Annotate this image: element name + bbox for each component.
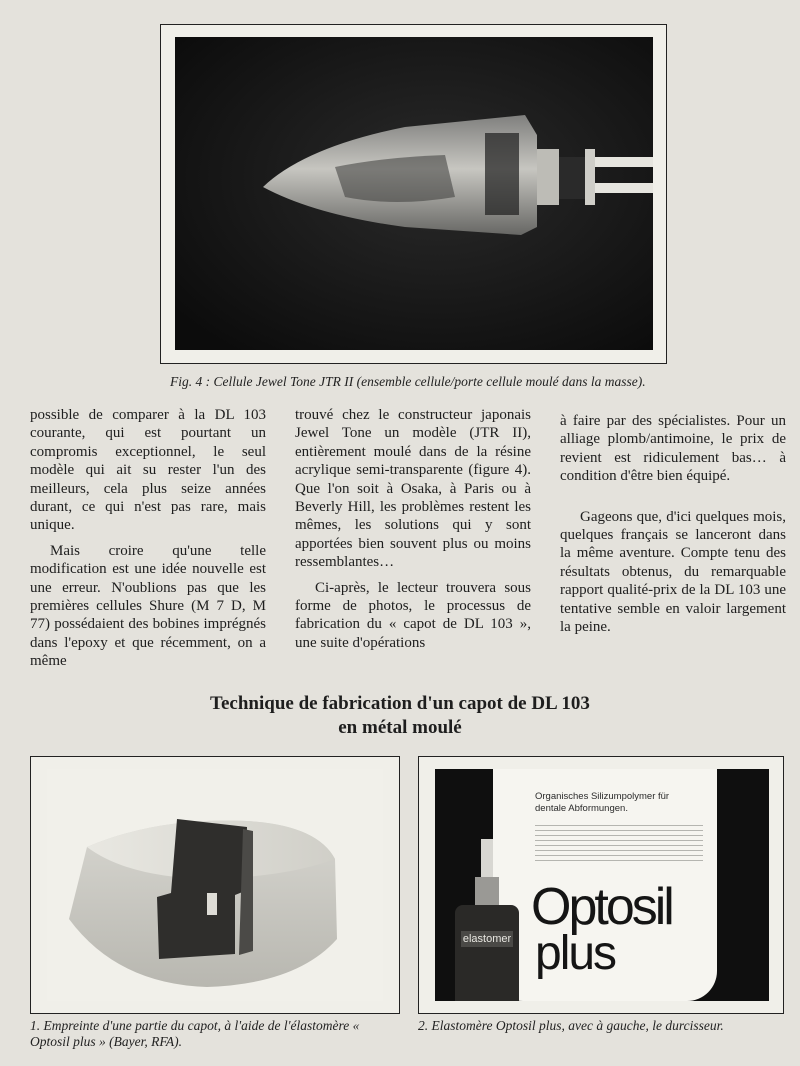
bottle-label: elastomer bbox=[462, 933, 512, 945]
jewel-tone-cartridge-image bbox=[175, 37, 653, 350]
col2-paragraph-2: Ci-après, le lecteur trouvera sous forme de photos, le processus de fabrication du « capot de DL 103 », une suite d'opérations bbox=[295, 579, 531, 651]
hardener-bottle bbox=[455, 839, 519, 1001]
col1-paragraph-1: possible de comparer à la DL 103 courante, qui est pourtant un compromis exceptionnel, le seul modèle qui ait su rester l'un des meilleurs, cela plus seize années durant, ce qui n'est pas rare, mais unique. bbox=[30, 407, 266, 534]
tub-label-line-1: Organisches Silizumpolymer für bbox=[535, 791, 670, 802]
bottle-body bbox=[455, 905, 519, 1001]
figure-4-frame bbox=[160, 24, 667, 364]
photo-1-image bbox=[47, 769, 383, 1001]
text-column-3 bbox=[560, 412, 786, 636]
bottle-cap bbox=[481, 839, 493, 879]
col2-paragraph-1: trouvé chez le constructeur japonais Jewel Tone un modèle (JTR II), entièrement moulé dans de la résine acrylique semi-transparente (figure 4). Que l'on soit à Osaka, à Paris ou à Beverly Hill, les problèmes restent les mêmes, les solutions qui y sont apportées bien souvent plus ou moins ressemblantes… bbox=[295, 407, 531, 571]
section-heading-line-2: en métal moulé bbox=[338, 717, 462, 738]
col1-paragraph-2: Mais croire qu'une telle modification est une idée nouvelle est une erreur. N'oublions pas que les premières cellules Shure (M 7 D, M 77) possédaient des bobines imprégnés dans l'epoxy et que récemment, on a même bbox=[30, 542, 266, 670]
brand-optosil: Optosil bbox=[531, 878, 672, 936]
photo-2-caption: 2. Elastomère Optosil plus, avec à gauche, le durcisseur. bbox=[418, 1018, 724, 1033]
photo-2-frame bbox=[418, 756, 784, 1014]
photo-1-frame bbox=[30, 756, 400, 1014]
bottle-neck bbox=[475, 877, 499, 907]
elastomer-imprint-image bbox=[47, 769, 383, 1001]
photo-2-image bbox=[435, 769, 769, 1001]
text-column-2 bbox=[295, 406, 531, 652]
brand-plus: plus bbox=[535, 927, 616, 980]
photo-1-caption: 1. Empreinte d'une partie du capot, à l'aide de l'élastomère « Optosil plus » (Bayer, RFA). bbox=[30, 1018, 360, 1049]
figure-4-photo bbox=[175, 37, 653, 350]
col3-paragraph-1: à faire par des spécialistes. Pour un alliage plomb/antimoine, le prix de revient est ridiculement bas… à condition d'être bien équipé. bbox=[560, 413, 786, 485]
section-heading-line-1: Technique de fabrication d'un capot de DL 103 bbox=[210, 693, 590, 714]
tub-fine-print bbox=[535, 825, 703, 865]
col3-paragraph-2: Gageons que, d'ici quelques mois, quelques français se lanceront dans la même aventure. Compte tenu des résultats obtenus, du remarquable rapport qualité-prix de la DL 103 une tentative semble en valoir largement la peine. bbox=[560, 508, 786, 636]
tub-label-line-2: dentale Abformungen. bbox=[535, 803, 628, 814]
text-column-1 bbox=[30, 406, 266, 671]
figure-4-caption: Fig. 4 : Cellule Jewel Tone JTR II (ensemble cellule/porte cellule moulé dans la masse). bbox=[170, 374, 646, 389]
